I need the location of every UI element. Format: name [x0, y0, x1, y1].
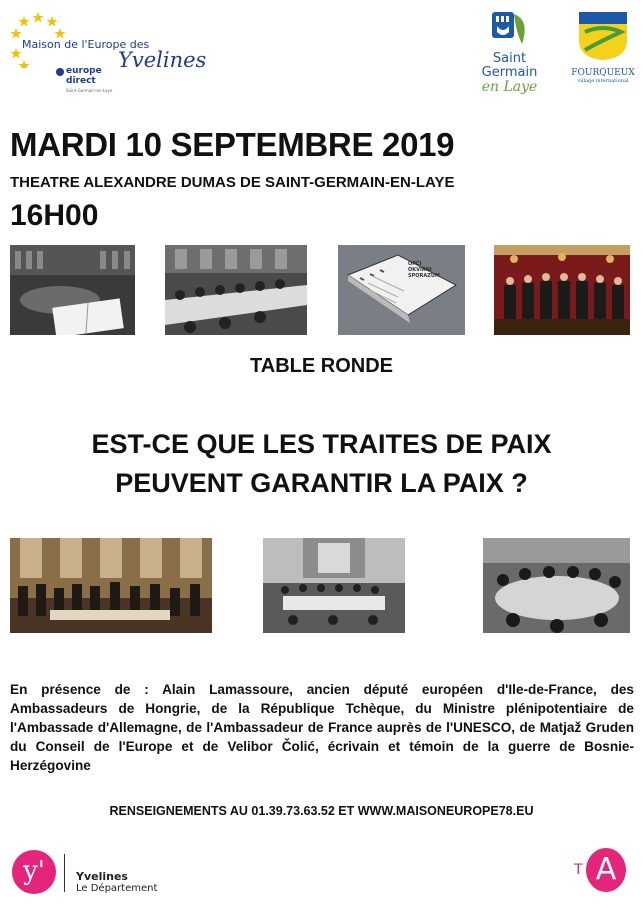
fourqueux-shield-icon [577, 10, 629, 62]
maison-europe-logo [8, 8, 207, 98]
photo-historic-assembly [263, 538, 405, 633]
yvelines-departement-logo [12, 850, 172, 900]
saint-germain-emblem-icon [482, 10, 537, 48]
description: En présence de : Alain Lamassoure, ancien député européen d'Ile-de-France, des Ambassadeurs de Hongrie, de la République Tchèque, du Ministre plénipotentiaire de l'Ambassade d'Allemagne, de l'Ambassadeur de France auprès de l'UNESCO, de Matjaž Gruden du Conseil de l'Europe et de Velibor Čolić, écrivain et témoin de la guerre de Bosnie-Herzégovine [10, 682, 634, 773]
document-text-2: OKVIRNI [408, 267, 432, 273]
photo-versailles-painting [10, 538, 212, 633]
fourqueux-logo-line1: FOURQUEUX [571, 68, 635, 78]
fourqueux-logo [568, 10, 638, 92]
europe-direct-line3: Saint-Germain-en-Laye [66, 88, 113, 93]
event-time: 16H00 [10, 199, 99, 232]
yvelines-line1: Yvelines [76, 870, 128, 883]
subtitle: TABLE RONDE [250, 355, 393, 377]
theatre-logo-a-icon: A [586, 848, 626, 892]
headline-line1: EST-CE QUE LES TRAITES DE PAIX [91, 429, 552, 459]
europe-direct-line2: direct [66, 76, 96, 86]
yvelines-line2: Le Département [76, 883, 158, 894]
headline-line2: PEUVENT GARANTIR LA PAIX ? [115, 468, 528, 498]
europe-direct-line1: europe [66, 66, 102, 76]
photo-treaty-signing-hall [10, 245, 135, 335]
theatre-logo [572, 848, 627, 894]
event-venue: THEATRE ALEXANDRE DUMAS DE SAINT-GERMAIN-EN-LAYE [10, 174, 455, 191]
photo-round-table-meeting [483, 538, 630, 633]
fourqueux-logo-line2: village international [577, 78, 629, 84]
yvelines-mark-icon: y' [12, 850, 56, 894]
document-text-3: SPORAZUM [408, 273, 440, 279]
sgl-logo-line2: Germain [481, 65, 538, 80]
photo-treaty-document [338, 245, 465, 335]
photo-dayton-signing [494, 245, 630, 335]
contact-info: RENSEIGNEMENTS AU 01.39.73.63.52 ET WWW.MAISONEUROPE78.EU [109, 804, 534, 818]
europe-logo-line2: Yvelines [118, 48, 207, 72]
sgl-logo-line1: Saint [492, 51, 527, 66]
europe-direct-icon [56, 68, 64, 76]
headline [0, 425, 643, 503]
saint-germain-logo [472, 10, 547, 95]
photo-conference-table [165, 245, 307, 335]
theatre-logo-t: T [574, 862, 583, 878]
yvelines-divider [64, 854, 65, 892]
sgl-logo-line3: en Laye [481, 79, 538, 95]
event-date: MARDI 10 SEPTEMBRE 2019 [10, 126, 455, 163]
europe-logo-line1: Maison de l'Europe des [22, 38, 150, 51]
document-text-1: OPĆI [408, 261, 422, 267]
